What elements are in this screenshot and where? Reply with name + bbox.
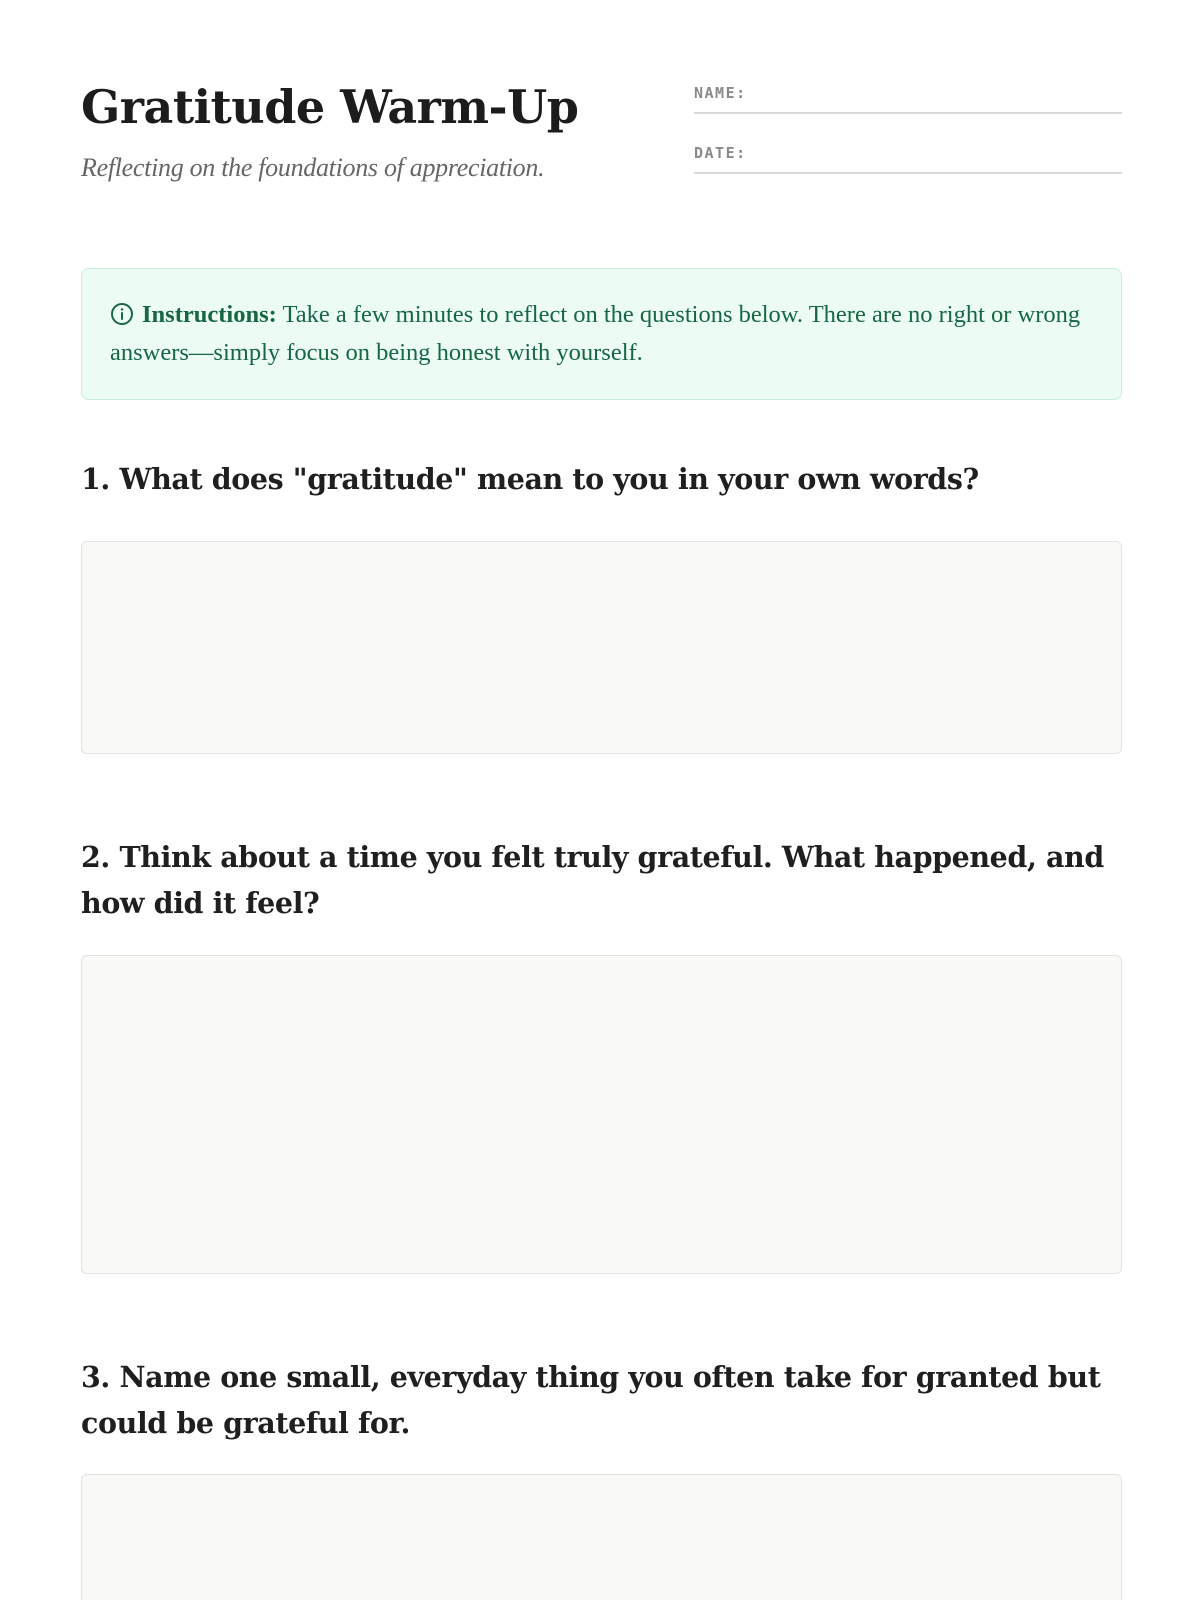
date-label: DATE: bbox=[694, 144, 747, 162]
name-field[interactable] bbox=[694, 80, 1122, 114]
answer-box-2[interactable] bbox=[81, 955, 1122, 1274]
info-icon bbox=[110, 302, 134, 326]
page-title: Gratitude Warm-Up bbox=[81, 80, 579, 134]
worksheet-page bbox=[81, 0, 1122, 1440]
instructions-box bbox=[81, 268, 1122, 400]
instructions-label: Instructions: bbox=[142, 301, 277, 328]
answer-box-3[interactable] bbox=[81, 1474, 1122, 1600]
name-label: NAME: bbox=[694, 84, 747, 102]
student-info bbox=[694, 80, 1122, 200]
worksheet-header bbox=[81, 0, 1122, 230]
instructions-text: Take a few minutes to reflect on the questions below. There are no right or wrong answers—simply focus on being honest with yourself. bbox=[110, 301, 1081, 366]
question-3: 3. Name one small, everyday thing you often take for granted but could be grateful for. bbox=[81, 1360, 1101, 1440]
date-field[interactable] bbox=[694, 140, 1122, 174]
answer-box-1[interactable] bbox=[81, 541, 1122, 754]
question-2: 2. Think about a time you felt truly grateful. What happened, and how did it feel? bbox=[81, 840, 1104, 920]
question-1: 1. What does "gratitude" mean to you in your own words? bbox=[81, 462, 979, 496]
page-subtitle: Reflecting on the foundations of appreciation. bbox=[81, 153, 545, 182]
